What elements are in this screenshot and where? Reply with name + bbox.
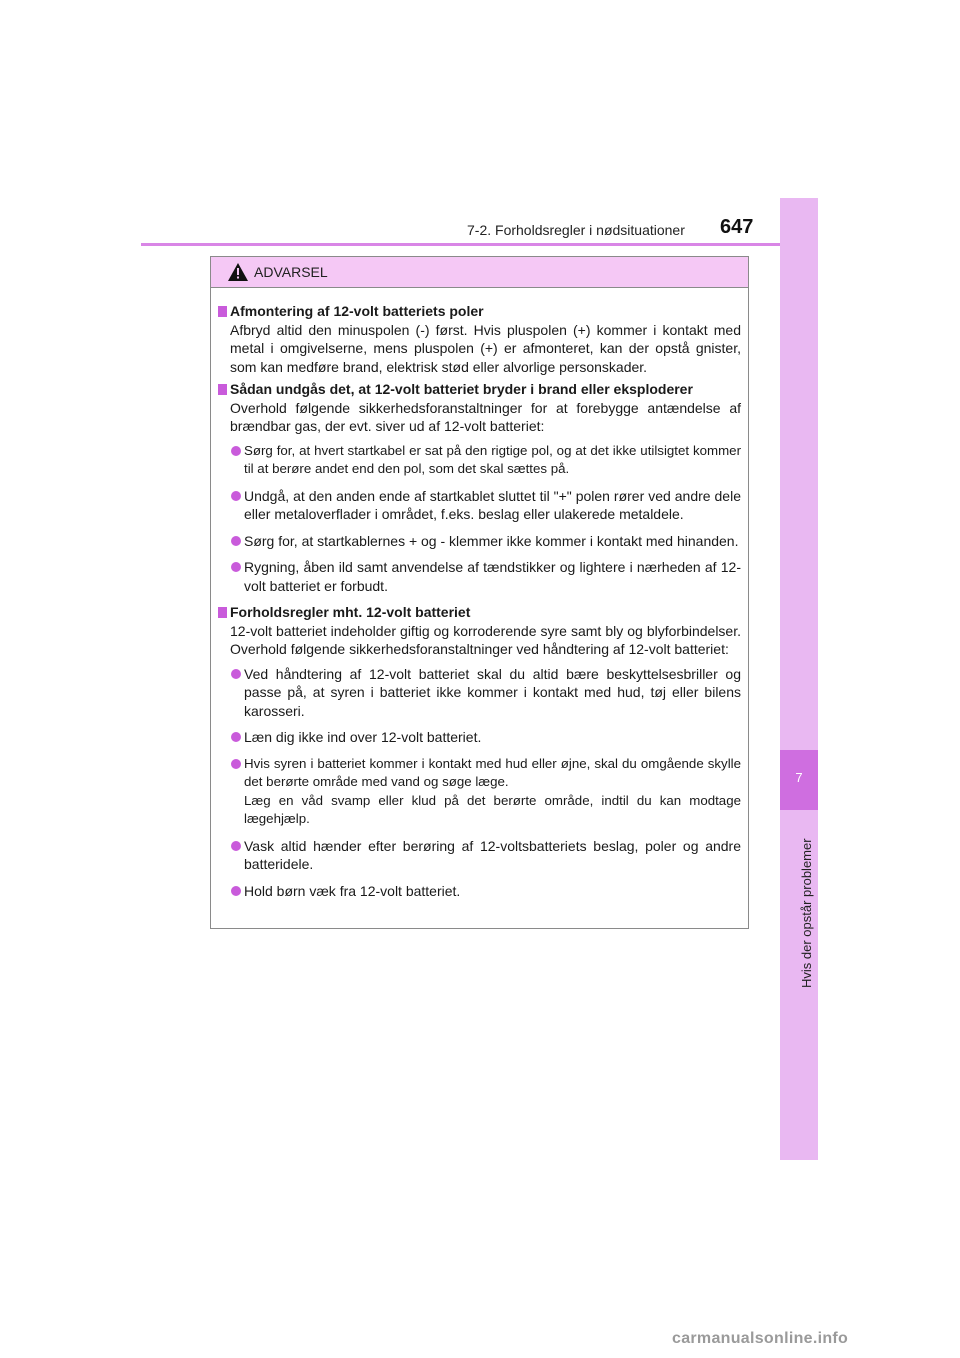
section-text: Overhold følgende sikkerhedsforanstaltninger for at forebygge antændelse af brændbar gas, der evt. siver ud af 12-volt batteriet:	[230, 399, 741, 434]
round-bullet-icon	[231, 491, 241, 501]
round-bullet-icon	[231, 841, 241, 851]
page-number: 647	[720, 216, 754, 238]
list-item: Læn dig ikke ind over 12-volt batteriet.	[218, 728, 741, 747]
site-watermark: carmanualsonline.info	[672, 1330, 849, 1347]
section-header: 7-2. Forholdsregler i nødsituationer	[467, 222, 685, 238]
section-heading: Forholdsregler mht. 12-volt batteriet	[218, 603, 741, 622]
section-heading: Sådan undgås det, at 12-volt batteriet bryder i brand eller eksploderer	[218, 380, 741, 399]
list-item: Hold børn væk fra 12-volt batteriet.	[218, 882, 741, 901]
round-bullet-icon	[231, 562, 241, 572]
round-bullet-icon	[231, 759, 241, 769]
round-bullet-icon	[231, 732, 241, 742]
square-bullet-icon	[218, 384, 227, 395]
header-rule	[141, 243, 818, 246]
round-bullet-icon	[231, 446, 241, 456]
round-bullet-icon	[231, 536, 241, 546]
list-item: Hvis syren i batteriet kommer i kontakt med hud eller øjne, skal du omgående skylle det berørte område med vand og søge læge. Læg en våd svamp eller klud på det berørte område, indtil du kan modtage lægehjælp.	[218, 755, 741, 829]
warning-box	[210, 256, 749, 929]
list-item: Sørg for, at startkablernes + og - klemmer ikke kommer i kontakt med hinanden.	[218, 532, 741, 551]
list-item: Ved håndtering af 12-volt batteriet skal du altid bære beskyttelsesbriller og passe på, at syren i batteriet ikke kommer i kontakt med hud, tøj eller bilens karosseri.	[218, 665, 741, 721]
warning-triangle-icon	[228, 263, 248, 281]
section-text: Afbryd altid den minuspolen (-) først. Hvis pluspolen (+) kommer i kontakt med metal i omgivelserne, mens pluspolen (+) er afmonteret, kan der opstå gnister, som kan medføre brand, elektrisk stød eller alvorlige personskader.	[230, 321, 741, 375]
chapter-number: 7	[780, 750, 818, 810]
square-bullet-icon	[218, 607, 227, 618]
round-bullet-icon	[231, 669, 241, 679]
list-item: Rygning, åben ild samt anvendelse af tændstikker og lightere i nærheden af 12-volt batteriet er forbudt.	[218, 558, 741, 595]
round-bullet-icon	[231, 886, 241, 896]
warning-body	[211, 288, 748, 900]
warning-title: ADVARSEL	[254, 264, 328, 280]
list-item: Sørg for, at hvert startkabel er sat på den rigtige pol, og at det ikke utilsigtet kommer til at berøre andet end den pol, som det skal sættes på.	[218, 442, 741, 479]
chapter-side-tab	[780, 198, 818, 1160]
list-item: Undgå, at den anden ende af startkablet sluttet til "+" polen rører ved andre dele eller metaloverflader i området, f.eks. beslag eller ulakerede metaldele.	[218, 487, 741, 524]
list-item: Vask altid hænder efter berøring af 12-voltsbatteriets beslag, poler og andre batteridele.	[218, 837, 741, 874]
section-text: 12-volt batteriet indeholder giftig og korroderende syre samt bly og blyforbindelser. Overhold følgende sikkerhedsforanstaltninger ved håndtering af 12-volt batteriet:	[230, 622, 741, 657]
square-bullet-icon	[218, 306, 227, 317]
section-heading: Afmontering af 12-volt batteriets poler	[218, 302, 741, 321]
warning-header	[211, 257, 748, 288]
chapter-title: Hvis der opstår problemer	[799, 838, 814, 988]
